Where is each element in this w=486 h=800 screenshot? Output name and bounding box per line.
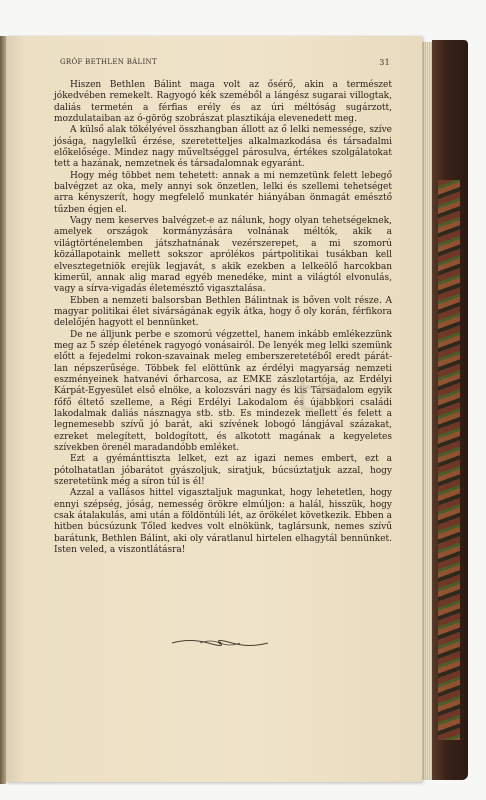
paragraph: Hiszen Bethlen Bálint maga volt az ősérő, akin a természet jókedvében remekelt. Ragyogó kék szeméből a lángész sugarai villogtak, daliás termetén a férfias erély és az úri méltóság sugárzott, mozdulataiban az ó-görög szobrászat plasztikája elevenedett meg.	[54, 80, 392, 125]
page-header	[60, 58, 390, 70]
running-head: GRÓF BETHLEN BÁLINT	[60, 58, 157, 66]
paragraph: Hogy még többet nem tehetett: annak a mi nemzetünk felett lebegő balvégzet az oka, mely annyi sok önzetlen, lelki és szellemi tehetséget arra kényszerít, hogy megfelelő munkatér hiányában önmagát emésztő tűzben égjen el.	[54, 170, 392, 215]
paragraph: A külső alak tökélyével összhangban állott az ő lelki nemessége, szíve jósága, nagylelkű érzése, szeretetteljes alkalmazkodása és társadalmi előkelősége. Mindez nagy műveltséggel párosulva, értékes szolgálatokat tett a hazának, nemzetnek és társadalomnak egyaránt.	[54, 125, 392, 170]
paragraph: De ne álljunk perbe e szomorú végzettel, hanem inkább emlékezzünk meg az 5 szép életének ragyogó vonásairól. De lenyék meg lelki szemünk előtt a fejedelmi rokon-szavainak meleg emberszeretetéből eredt párátlan népszerűsége. Többek fel elöttünk az érdélyi magyarság nemzeti eszményeinek hatvanévi őrharcosa, az EMKE zászlotartója, az Erdélyi Kárpát-Egyesület első elnöke, a kolozsvári nagy és kis Társadalom egyik főfő éltető szelleme, a Régi Erdélyi Lakodalom és újabbkori családi lakodalmak daliás násznagya stb. stb. Es mindezek mellett és felett a legnemesebb szívű jó barát, aki szívének lobogó lángjával százakat, ezreket melegített, boldogított, és alkotott magának a kegyeletes szívekben örenél maradandóbb emléket.	[54, 329, 392, 453]
page-body	[54, 80, 392, 556]
paragraph: Vagy nem keserves balvégzet-e az nálunk, hogy olyan tehetségeknek, amelyek országok kormányzására volnának méltók, akik a világtörténelemben játszhatnának vezérszerepet, a mi szomorú közállapotaink mellett sokszor aprólékos pártpolitikai tusákban kell elvesztegetniök erejük legjavát, s akik ezekben a lelkeölő harcokban kimerül, annak alig marad egyéb menedéke, mint a világtól elvonulás, vagy a sírva-vigadás életemésztő vigasztalása.	[54, 216, 392, 295]
ornament-divider	[170, 636, 270, 650]
marbled-edge	[438, 180, 460, 740]
paragraph: Ezt a gyémánttiszta lelket, ezt az igazi nemes embert, ezt a pótolhatatlan jóbarátot gyászoljuk, siratjuk, búcsúztatjuk azzal, hogy szeretetünk még a síron túl is él!	[54, 454, 392, 488]
watermark: th	[296, 368, 348, 422]
page-number: 31	[379, 58, 390, 67]
paragraph: Ebben a nemzeti balsorsban Bethlen Bálintnak is bőven volt része. A magyar politikai élet sivárságának egyik átka, hogy ő oly korán, férfikora delelőjén hagyott el bennünket.	[54, 295, 392, 329]
paragraph: Azzal a vallásos hittel vigasztaljuk magunkat, hogy lehetetlen, hogy ennyi szépség, jóság, nemesség örökre elmúljon: a halál, hisszük, hogy csak átalakulás, ami után a földöntúli lét, az örökélet következik. Ebben a hitben búcsúzunk Tőled kedves volt elnökünk, taglársunk, nemes szívű barátunk, Bethlen Bálint, aki oly váratlanul hirtelen elhagytál bennünket. Isten veled, a viszontlátásra!	[54, 488, 392, 556]
